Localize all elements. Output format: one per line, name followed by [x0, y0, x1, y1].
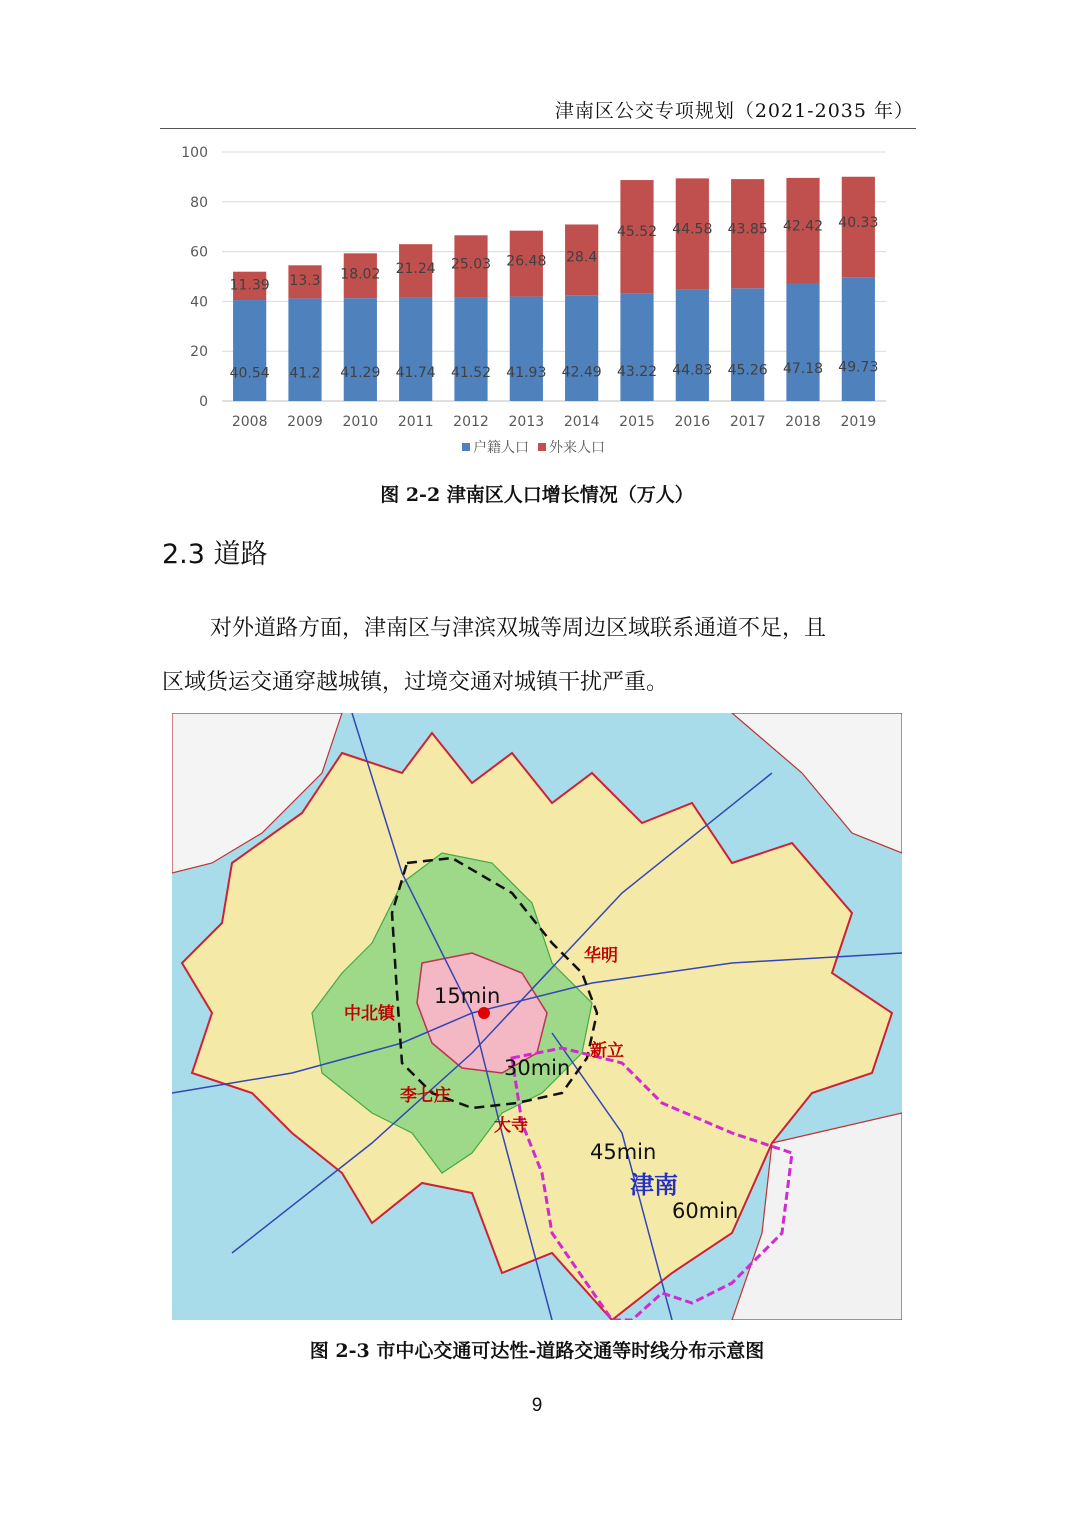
x-tick-label: 2009	[287, 414, 323, 430]
page-header: 津南区公交专项规划（2021-2035 年）	[554, 100, 914, 122]
x-axis-ticks	[232, 414, 876, 430]
section-heading: 2.3 道路	[162, 539, 268, 570]
data-label: 49.73	[838, 359, 879, 376]
bar-segment	[399, 297, 432, 401]
paragraph-line-2: 区域货运交通穿越城镇，过境交通对城镇干扰严重。	[162, 670, 669, 695]
bar-segment	[786, 284, 819, 401]
data-label: 13.3	[289, 273, 321, 290]
label-60min: 60min	[672, 1199, 739, 1223]
bar-segment	[842, 277, 875, 401]
population-chart	[160, 138, 916, 468]
label-15min: 15min	[434, 984, 501, 1008]
y-tick-label: 80	[190, 194, 208, 211]
y-tick-label: 0	[199, 394, 208, 410]
data-label: 41.2	[289, 365, 321, 382]
bar-segment	[454, 298, 487, 401]
y-tick-label: 40	[190, 294, 208, 311]
label-30min: 30min	[504, 1056, 571, 1080]
data-label: 41.93	[506, 364, 547, 381]
data-label: 41.29	[340, 365, 381, 382]
data-label: 26.48	[506, 253, 547, 270]
bar-segment	[731, 288, 764, 401]
label-45min: 45min	[590, 1140, 657, 1164]
label-zhongbei: 中北镇	[344, 1004, 395, 1024]
data-label: 47.18	[782, 361, 824, 378]
legend-swatch	[462, 443, 470, 451]
data-label: 21.24	[395, 260, 436, 277]
y-axis-ticks	[181, 145, 208, 410]
x-tick-label: 2018	[785, 414, 821, 430]
label-huaming: 华明	[584, 946, 618, 966]
data-label: 44.58	[672, 221, 713, 238]
legend-label: 外来人口	[549, 440, 605, 456]
x-tick-label: 2017	[729, 414, 766, 430]
bar-segment	[510, 297, 543, 401]
data-label: 40.54	[229, 365, 270, 382]
data-label: 18.02	[340, 266, 381, 283]
bar-segment	[344, 298, 377, 401]
x-tick-label: 2013	[508, 414, 545, 430]
y-tick-label: 60	[190, 244, 208, 261]
data-label: 42.42	[782, 218, 824, 235]
paragraph-line-1: 对外道路方面，津南区与津滨双城等周边区域联系通道不足，且	[210, 616, 827, 641]
data-label: 41.74	[395, 364, 436, 381]
bar-segment	[565, 295, 598, 401]
x-tick-label: 2011	[397, 414, 434, 430]
x-tick-label: 2010	[342, 414, 379, 430]
city-center-marker	[478, 1007, 490, 1019]
bar-segment	[288, 298, 321, 401]
legend-label: 户籍人口	[473, 440, 529, 456]
bar-segment	[620, 293, 653, 401]
x-tick-label: 2008	[231, 414, 268, 430]
figure-caption-2-3: 图 2-3 市中心交通可达性-道路交通等时线分布示意图	[309, 1340, 765, 1362]
body-paragraph	[162, 602, 918, 710]
chart-legend	[462, 439, 605, 456]
chart-bars	[230, 177, 879, 401]
legend-swatch	[538, 443, 546, 451]
data-label: 11.39	[229, 277, 270, 294]
label-jinnan: 津南	[630, 1171, 678, 1199]
isochrone-map	[172, 713, 902, 1320]
data-label: 25.03	[450, 256, 492, 273]
y-tick-label: 100	[181, 145, 208, 161]
data-label: 45.52	[616, 224, 658, 241]
data-label: 40.33	[838, 214, 879, 231]
label-dasi: 大寺	[494, 1116, 528, 1136]
header-rule	[160, 128, 916, 129]
x-tick-label: 2019	[840, 414, 877, 430]
x-tick-label: 2012	[453, 414, 489, 430]
data-label: 43.85	[727, 221, 768, 238]
x-tick-label: 2015	[619, 414, 655, 430]
data-label: 43.22	[616, 363, 658, 380]
data-label: 28.4	[566, 249, 598, 266]
bar-segment	[676, 289, 709, 401]
data-label: 41.52	[450, 365, 492, 382]
data-label: 42.49	[561, 364, 602, 381]
label-xinli: 新立	[590, 1041, 624, 1061]
x-tick-label: 2014	[563, 414, 600, 430]
data-label: 45.26	[727, 362, 768, 379]
label-liqizhuang: 李七庄	[400, 1086, 451, 1106]
figure-caption-2-2: 图 2-2 津南区人口增长情况（万人）	[380, 484, 694, 506]
x-tick-label: 2016	[674, 414, 711, 430]
data-label: 44.83	[672, 362, 713, 379]
bar-segment	[233, 300, 266, 401]
y-tick-label: 20	[190, 344, 208, 361]
page-number: 9	[531, 1395, 543, 1416]
